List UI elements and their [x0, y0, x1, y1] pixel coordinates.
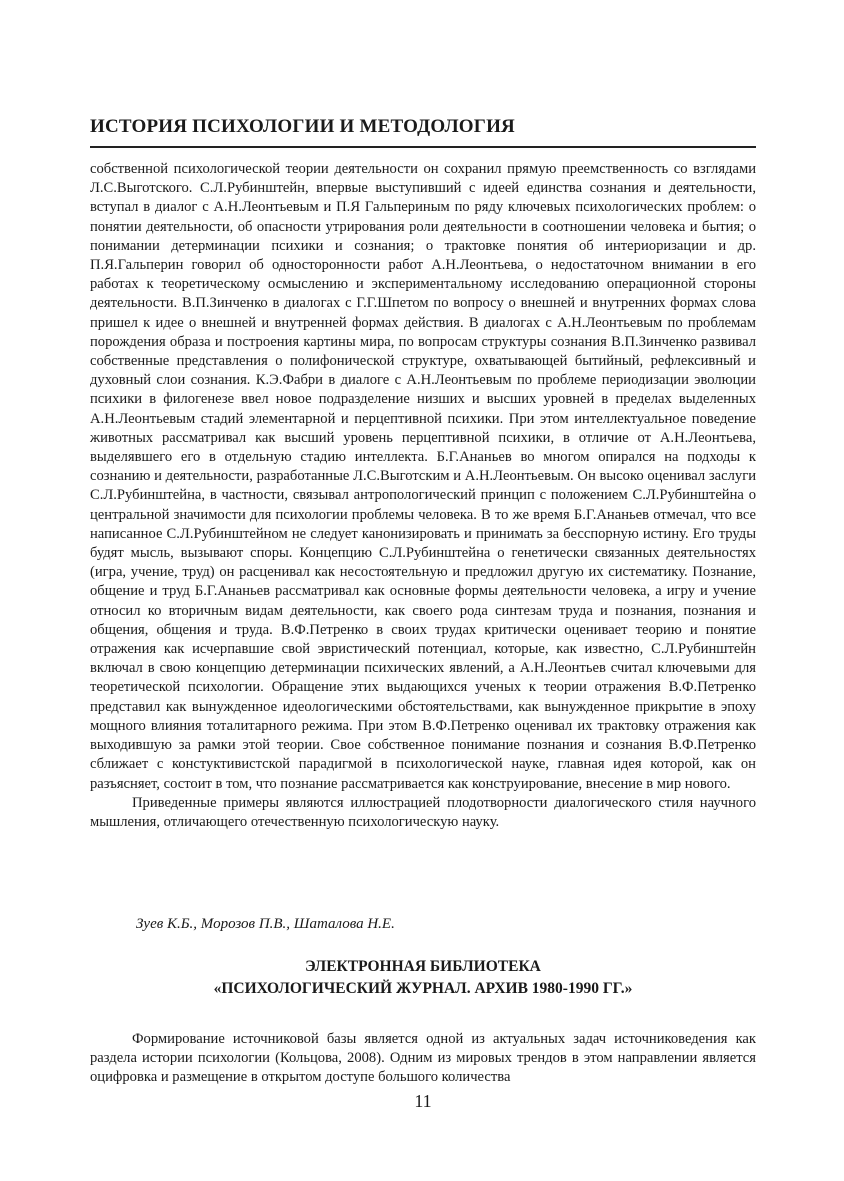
- header-rule: [90, 146, 756, 148]
- article-title: [90, 956, 756, 1000]
- running-header: ИСТОРИЯ ПСИХОЛОГИИ И МЕТОДОЛОГИЯ: [90, 116, 515, 137]
- article-title-line-1: ЭЛЕКТРОННАЯ БИБЛИОТЕКА: [305, 958, 541, 975]
- article-intro-paragraph: Формирование источниковой базы является одной из актуальных задач источниковедения как раздела истории психологии (Кольцова, 2008). Одним из мировых трендов в этом направлении является оцифровка и размещение в открытом доступе большого количества: [90, 1031, 756, 1086]
- body-paragraph-2: Приведенные примеры являются иллюстрацией плодотворности диалогического стиля научного мышления, отличающего отечественную психологическую науку.: [90, 794, 756, 830]
- page-number: 11: [414, 1091, 432, 1111]
- article-authors: Зуев К.Б., Морозов П.В., Шаталова Н.Е.: [136, 916, 395, 932]
- body-paragraph-1: собственной психологической теории деятельности он сохранил прямую преемственность со взглядами Л.С.Выготского. С.Л.Рубинштейн, впервые выступивший с идеей единства сознания и деятельности, вступал в диалог с А.Н.Леонтьевым и П.Я Гальпериным по ряду ключевых психологических проблем: о понятии деятельности, об опасности утрирования роли деятельности в соотношении человека и бытия; о понимании детерминации психики и сознания; о трактовке понятия об интериоризации и др. П.Я.Гальперин говорил об односторонности работ А.Н.Леонтьева, о недостаточном внимании в его работах к теоретическому осмыслению и экспериментальному исследованию операционной стороны деятельности. В.П.Зинченко в диалогах с Г.Г.Шпетом по вопросу о внешней и внутренних формах слова пришел к идее о внешней и внутренней формах действия. В диалогах с А.Н.Леонтьевым по проблемам порождения образа и построения картины мира, по вопросам структуры сознания В.П.Зинченко развивал собственные представления о полифонической структуре, охватывающей бытийный, рефлексивный и духовный слои сознания. К.Э.Фабри в диалоге с А.Н.Леонтьевым по проблеме периодизации эволюции психики в филогенезе ввел новое подразделение низших и высших уровней в пределах выделенных А.Н.Леонтьевым стадий элементарной и перцептивной психики. При этом интеллектуальное поведение животных рассматривал как высший уровень перцептивной психики, в отличие от А.Н.Леонтьева, выделявшего его в отдельную стадию интеллекта. Б.Г.Ананьев во многом опирался на подходы к сознанию и деятельности, разработанные Л.С.Выготским и А.Н.Леонтьевым. Он высоко оценивал заслуги С.Л.Рубинштейна, в частности, связывал антропологический принцип с положением С.Л.Рубинштейна о центральной значимости для психологии проблемы человека. В то же время Б.Г.Ананьев отмечал, что все написанное С.Л.Рубинштейном не следует канонизировать и принимать за бесспорную истину. Его труды будят мысль, вызывают споры. Концепцию С.Л.Рубинштейна о генетически связанных деятельностях (игра, учение, труд) он расценивал как несостоятельную и предложил другую их систематику. Познание, общение и труд Б.Г.Ананьев рассматривал как основные формы деятельности человека, а игру и учение относил ко вторичным видам деятельности, как своего рода синтезам труда и познания, познания и общения, общения и труда. В.Ф.Петренко в своих трудах критически оценивает теорию и понятие отражения как исчерпавшие свой эвристический потенциал, которые, как известно, С.Л.Рубинштейн включал в свою концепцию детерминации психических явлений, а А.Н.Леонтьев считал ключевыми для теоретической психологии. Обращение этих выдающихся ученых к теории отражения В.Ф.Петренко представил как вынужденное идеологическими обстоятельствами, как вынужденное прикрытие в эпоху мощного влияния тоталитарного режима. При этом В.Ф.Петренко оценивал их трактовку отражения как выходившую за рамки этой теории. Свое собственное понимание познания и сознания В.Ф.Петренко сближает с констуктивистской парадигмой в психологической науке, главная идея которой, как он разъясняет, состоит в том, что познание рассматривается как конструирование, внесение в мир нового.: [90, 161, 756, 792]
- document-page: [90, 0, 756, 1181]
- main-text: [90, 160, 756, 832]
- article-title-line-2: «ПСИХОЛОГИЧЕСКИЙ ЖУРНАЛ. АРХИВ 1980-1990 ГГ.»: [213, 980, 633, 997]
